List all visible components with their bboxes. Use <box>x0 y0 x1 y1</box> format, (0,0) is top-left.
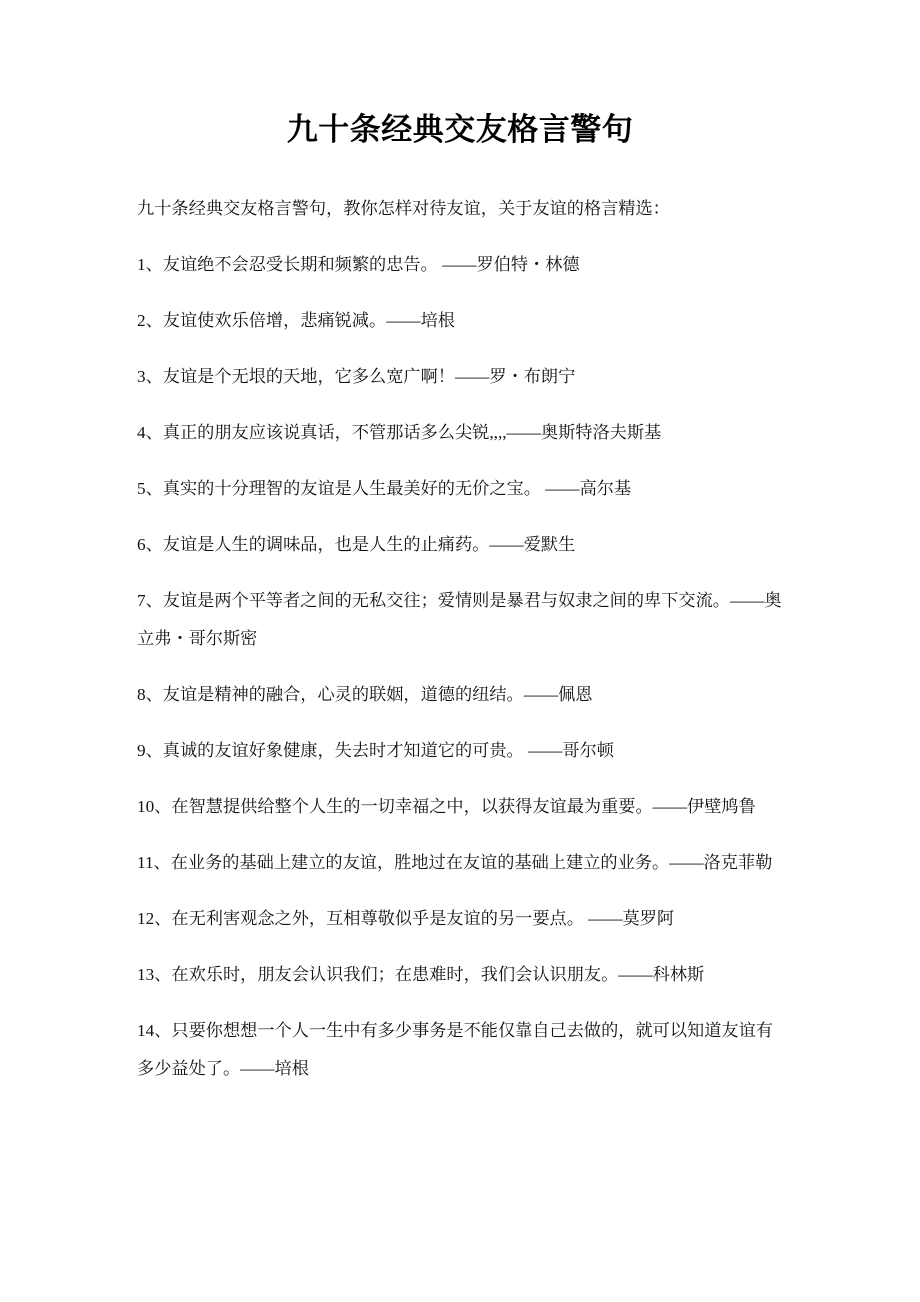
quote-item-13: 13、在欢乐时，朋友会认识我们；在患难时，我们会认识朋友。——科林斯 <box>137 965 705 984</box>
quote-item-6: 6、友谊是人生的调味品，也是人生的止痛药。——爱默生 <box>137 535 576 554</box>
quote-item-5: 5、真实的十分理智的友谊是人生最美好的无价之宝。 ——高尔基 <box>137 479 632 498</box>
quote-item-8: 8、友谊是精神的融合，心灵的联姻，道德的纽结。——佩恩 <box>137 685 593 704</box>
quote-item-12: 12、在无利害观念之外，互相尊敬似乎是友谊的另一要点。 ——莫罗阿 <box>137 909 675 928</box>
quote-item-9: 9、真诚的友谊好象健康，失去时才知道它的可贵。 ——哥尔顿 <box>137 741 614 760</box>
quote-item-2: 2、友谊使欢乐倍增，悲痛锐减。——培根 <box>137 311 455 330</box>
quote-item-4: 4、真正的朋友应该说真话，不管那话多么尖锐,,,,——奥斯特洛夫斯基 <box>137 423 662 442</box>
document-body <box>137 190 789 1088</box>
quote-item-7: 7、友谊是两个平等者之间的无私交往；爱情则是暴君与奴隶之间的卑下交流。——奥立弗・哥尔斯密 <box>137 591 782 648</box>
page-title: 九十条经典交友格言警句 <box>286 112 634 147</box>
intro-paragraph: 九十条经典交友格言警句，教你怎样对待友谊，关于友谊的格言精选： <box>137 199 670 218</box>
quote-item-10: 10、在智慧提供给整个人生的一切幸福之中，以获得友谊最为重要。——伊壁鸠鲁 <box>137 797 756 816</box>
quote-item-14: 14、只要你想想一个人一生中有多少事务是不能仅靠自己去做的，就可以知道友谊有多少益处了。——培根 <box>137 1021 773 1078</box>
quote-item-11: 11、在业务的基础上建立的友谊，胜地过在友谊的基础上建立的业务。——洛克菲勒 <box>137 853 773 872</box>
quote-item-1: 1、友谊绝不会忍受长期和频繁的忠告。 ——罗伯特・林德 <box>137 255 580 274</box>
quote-item-3: 3、友谊是个无垠的天地，它多么宽广啊！——罗・布朗宁 <box>137 367 576 386</box>
